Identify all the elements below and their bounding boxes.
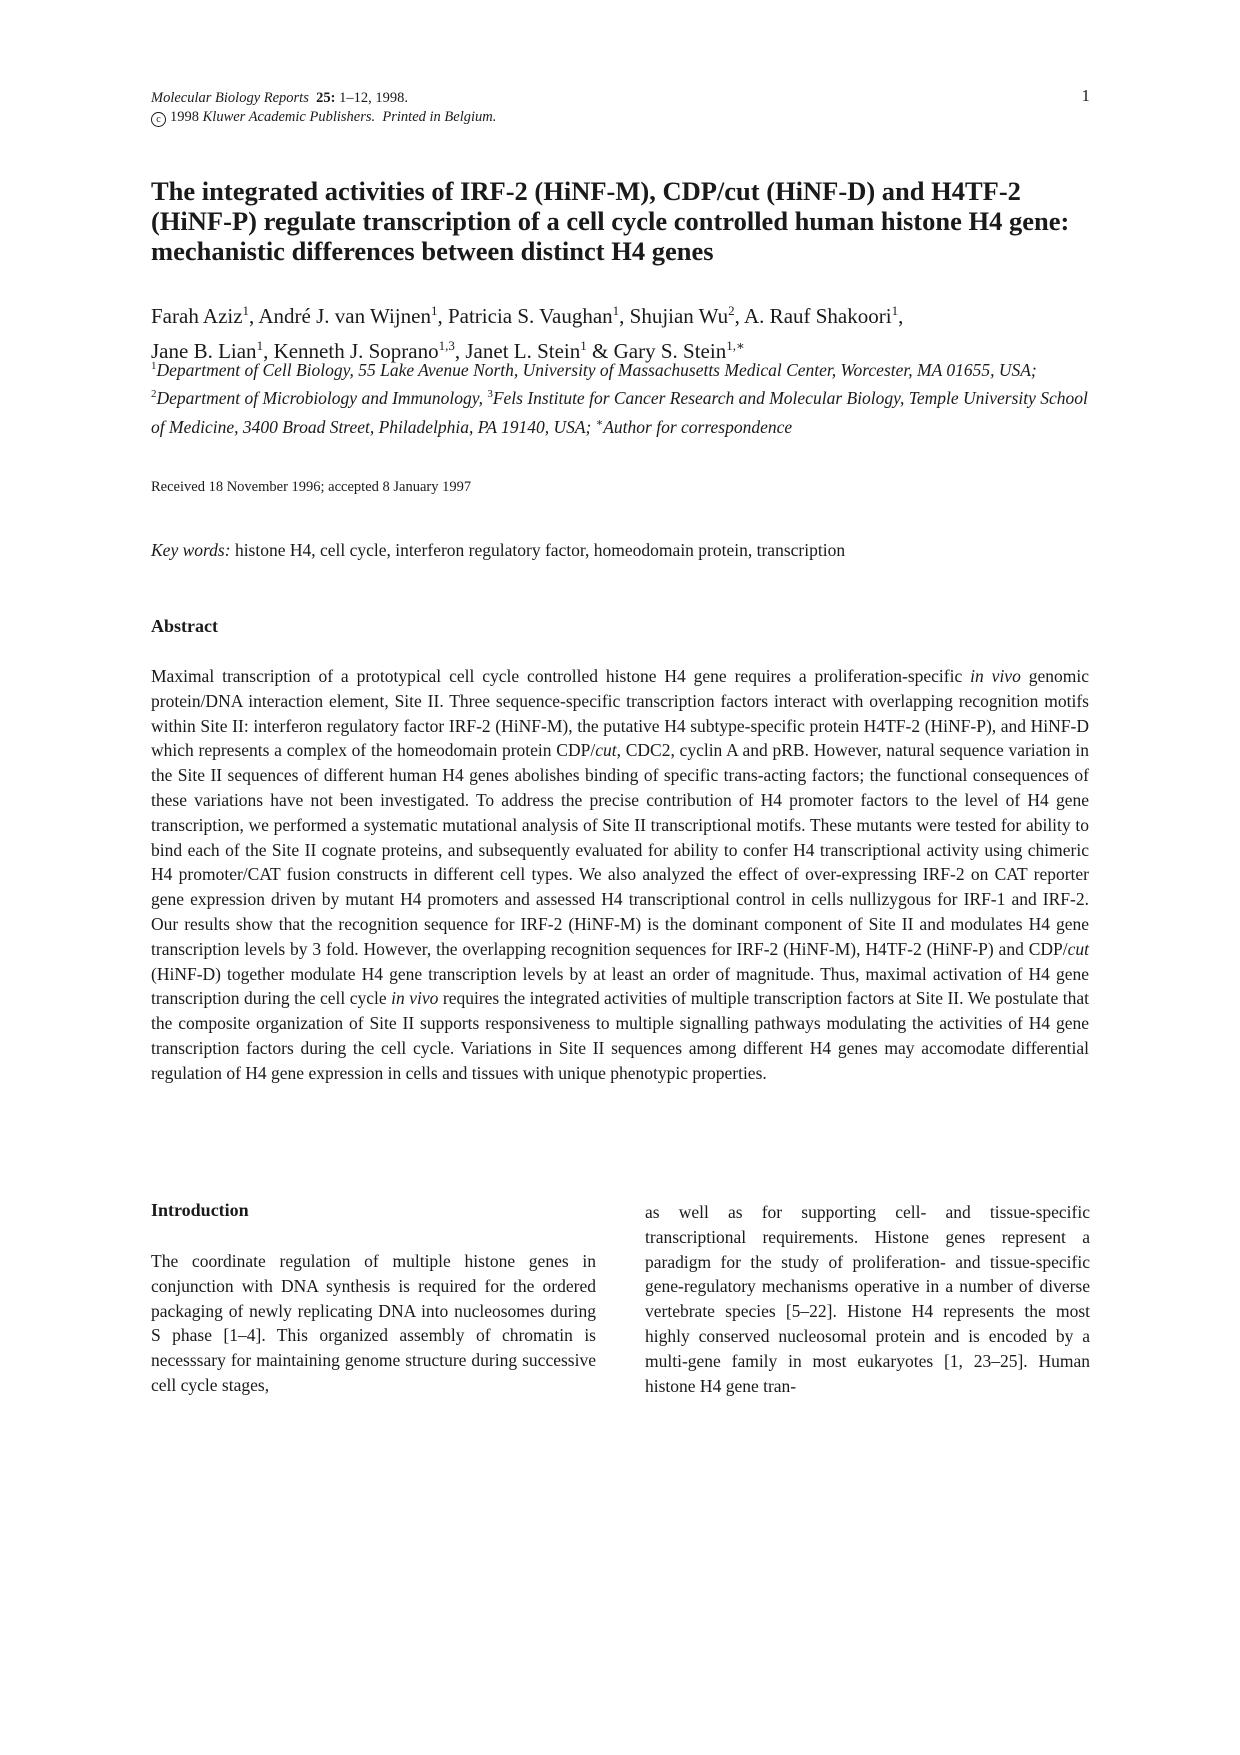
affiliation-text: Fels Institute for Cancer Research and Molecular Biology, Temple University School of Medicine, 3400 Broad Street, Philadelphia, PA 19140, USA; — [151, 388, 1088, 437]
author-separator: , — [437, 304, 448, 328]
author-affiliation-mark: 1,∗ — [726, 338, 745, 353]
author-affiliation-mark: 1 — [612, 303, 620, 318]
author-name: Jane B. Lian — [151, 339, 257, 363]
abstract-italic-term: cut — [595, 740, 617, 761]
author-affiliation-mark: 1 — [242, 303, 250, 318]
abstract-segment: genomic protein/DNA interaction element, Site II. Three sequence-specific transcription factors interact with overlapping recognition motifs within Site II: interferon regulatory factor IRF-2 (HiNF-M), the putative H4 subtype-specific protein H4TF-2 (HiNF-P), and HiNF-D which represents a complex of the homeodomain protein CDP/ — [151, 666, 1089, 761]
author-separator: , — [454, 339, 466, 363]
author-name: Farah Aziz — [151, 304, 243, 328]
author-separator: & — [586, 339, 614, 363]
author-affiliation-mark: 1,3 — [438, 338, 455, 353]
journal-citation — [151, 89, 496, 108]
author-affiliation-mark: 1 — [430, 303, 438, 318]
abstract-heading: Abstract — [151, 616, 218, 636]
keywords — [151, 540, 1091, 561]
author-affiliation-mark: 2 — [728, 303, 735, 318]
copyright-line — [151, 108, 496, 127]
abstract-segment: , CDC2, cyclin A and pRB. However, natural sequence variation in the Site II sequences of different human H4 genes abolishes binding of specific trans-acting factors; the functional consequences of these variations have not been investigated. To address the precise contribution of H4 promoter factors to the level of H4 gene transcription, we performed a systematic mutational analysis of Site II transcriptional motifs. These mutants were tested for ability to bind each of the Site II cognate proteins, and subsequently evaluated for ability to confer H4 transcriptional activity using chimeric H4 promoter/CAT fusion constructs in different cell types. We also analyzed the effect of over-expressing IRF-2 on CAT reporter gene expression driven by mutant H4 promoters and assessed H4 transcriptional control in cells nullizygous for IRF-1 and IRF-2. Our results show that the recognition sequence for IRF-2 (HiNF-M) is the dominant component of Site II and modulates H4 gene transcription levels by 3 fold. However, the overlapping recognition sequences for IRF-2 (HiNF-M), H4TF-2 (HiNF-P) and CDP/ — [151, 740, 1089, 959]
journal-pages: 1–12, 1998. — [339, 90, 408, 106]
affiliation-text: Department of Cell Biology, 55 Lake Avenue North, University of Massachusetts Medical Center, Worcester, MA 01655, USA; — [156, 359, 1037, 380]
affiliation-text: Author for correspondence — [603, 416, 793, 437]
abstract-segment: (HiNF-D) together modulate H4 gene transcription levels by at least an order of magnitude. Thus, maximal activation of H4 gene transcription during the cell cycle — [151, 963, 1089, 1009]
author-name: Patricia S. Vaughan — [447, 304, 613, 328]
keywords-label: Key words: — [151, 540, 231, 560]
copyright-icon: c — [151, 112, 166, 127]
journal-name: Molecular Biology Reports — [151, 90, 309, 106]
author-affiliation-mark: 1 — [256, 338, 264, 353]
printed-in: Printed in Belgium. — [382, 109, 497, 125]
author-separator: , — [263, 339, 274, 363]
received-date: Received 18 November 1996; accepted 8 January 1997 — [151, 479, 472, 495]
publisher: Kluwer Academic Publishers. — [202, 109, 376, 125]
abstract-segment: requires the integrated activities of multiple transcription factors at Site II. We postulate that the composite organization of Site II supports responsiveness to multiple signalling pathways modulating the activities of H4 gene transcription factors during the cell cycle. Variations in Site II sequences among different H4 genes may accomodate differential regulation of H4 gene expression in cells and tissues with unique phenotypic properties. — [151, 988, 1089, 1083]
journal-header — [151, 89, 496, 127]
author-name: André J. van Wijnen — [258, 304, 431, 328]
affiliation-mark: 3 — [487, 388, 493, 401]
author-name: Kenneth J. Soprano — [273, 339, 439, 363]
author-affiliation-mark: 1 — [891, 303, 899, 318]
copyright-year: 1998 — [170, 109, 199, 125]
introduction-left-column: The coordinate regulation of multiple histone genes in conjunction with DNA synthesis is required for the ordered packaging of newly replicating DNA into nucleosomes during S phase [1–4]. This organized assembly of chromatin is necesssary for maintaining genome structure during successive cell cycle stages, — [151, 1251, 596, 1395]
keywords-text: histone H4, cell cycle, interferon regulatory factor, homeodomain protein, transcription — [234, 540, 846, 560]
author-separator: , — [898, 304, 904, 328]
affiliation-mark: 1 — [151, 360, 157, 372]
abstract-italic-term: in vivo — [970, 666, 1021, 686]
author-separator: , — [249, 304, 259, 328]
affiliation-mark: ∗ — [595, 416, 604, 429]
abstract-italic-term: cut — [1067, 938, 1089, 959]
author-separator: , — [734, 304, 745, 328]
affiliations — [151, 354, 1091, 439]
author-name: Janet L. Stein — [465, 339, 581, 363]
page-number: 1 — [1081, 86, 1090, 105]
abstract-text — [151, 664, 1089, 1086]
introduction-right-column: as well as for supporting cell- and tissue-specific transcriptional requirements. Histone genes represent a paradigm for the study of proliferation- and tissue-specific gene-regulatory mechanisms operative in a number of diverse vertebrate species [5–22]. Histone H4 represents the most highly conserved nucleosomal protein and is encoded by a multi-gene family in most eukaryotes [1, 23–25]. Human histone H4 gene tran- — [645, 1202, 1090, 1396]
journal-volume: 25: — [316, 90, 336, 106]
author-separator: , — [619, 304, 630, 328]
affiliation-text: Department of Microbiology and Immunology, — [156, 388, 488, 409]
affiliation-mark: 2 — [151, 388, 157, 401]
abstract-segment: Maximal transcription of a prototypical cell cycle controlled histone H4 gene requires a proliferation-specific — [151, 666, 971, 686]
author-name: A. Rauf Shakoori — [744, 304, 892, 328]
introduction-heading: Introduction — [151, 1200, 249, 1220]
article-title: The integrated activities of IRF-2 (HiNF-M), CDP/cut (HiNF-D) and H4TF-2 (HiNF-P) regulate transcription of a cell cycle controlled human histone H4 gene: mechanistic differences between distinct H4 genes — [151, 176, 1070, 266]
abstract-italic-term: in vivo — [391, 988, 439, 1009]
author-name: Shujian Wu — [629, 304, 729, 328]
author-affiliation-mark: 1 — [580, 338, 587, 353]
author-name: Gary S. Stein — [613, 339, 727, 363]
